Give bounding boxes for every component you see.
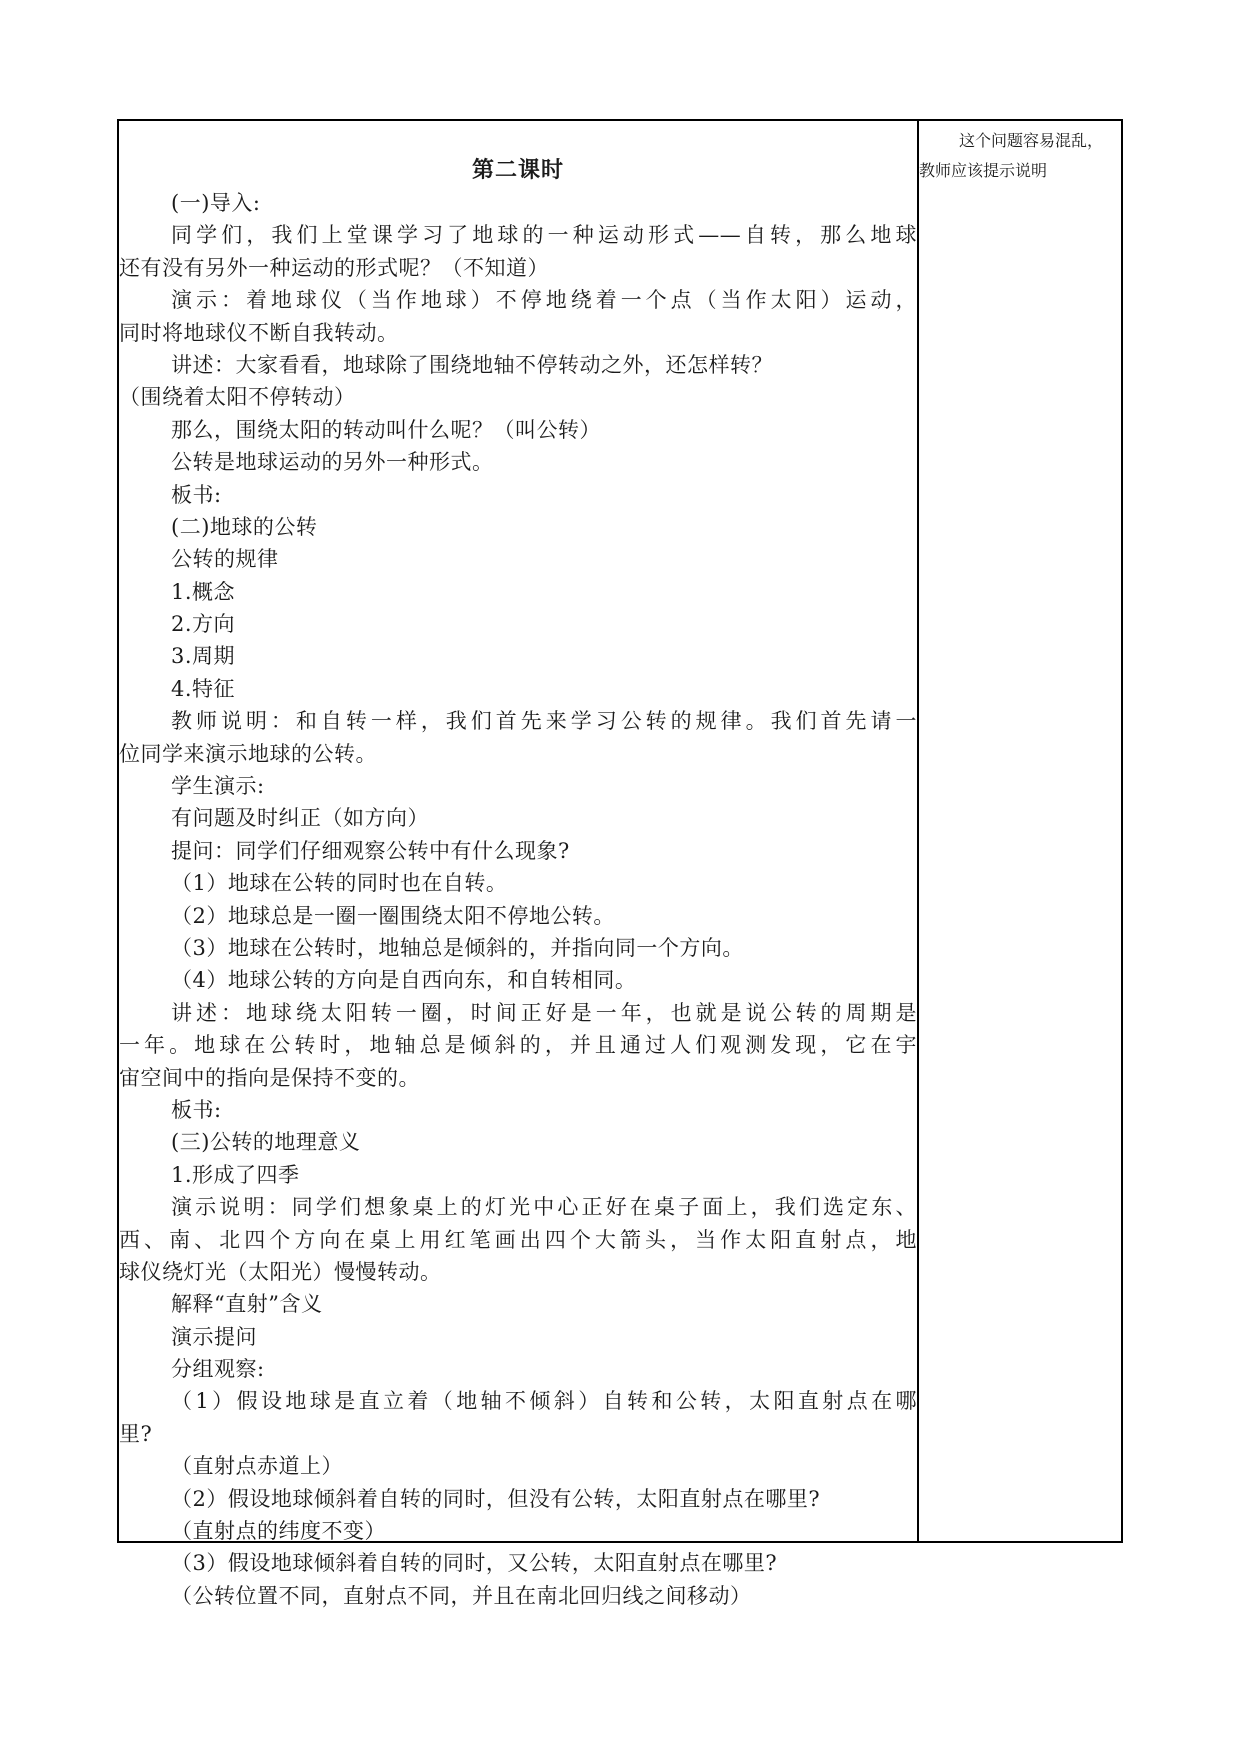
lesson-line: 讲述：地球绕太阳转一圈，时间正好是一年，也就是说公转的周期是 [171,1000,917,1025]
lesson-line: 一年。地球在公转时，地轴总是倾斜的，并且通过人们观测发现，它在宇 [119,1033,917,1058]
lesson-line: 西、南、北四个方向在桌上用红笔画出四个大箭头，当作太阳直射点，地 [119,1227,917,1252]
lesson-line: （3）假设地球倾斜着自转的同时，又公转，太阳直射点在哪里? [171,1551,778,1576]
lesson-line: 提问：同学们仔细观察公转中有什么现象? [171,838,570,863]
lesson-line: 有问题及时纠正（如方向） [171,806,429,831]
lesson-line: （直射点赤道上） [171,1454,343,1479]
lesson-plan-table [117,119,1123,1608]
lesson-line: (一)导入: [171,191,261,215]
teacher-notes-column [919,121,1121,1541]
lesson-line: （1）假设地球是直立着（地轴不倾斜）自转和公转，太阳直射点在哪 [171,1389,917,1414]
lesson-line: （围绕着太阳不停转动） [119,385,356,410]
lesson-body [119,187,917,1612]
lesson-line: 还有没有另外一种运动的形式呢？（不知道） [119,255,549,280]
lesson-content-column [119,121,919,1608]
lesson-line: 球仪绕灯光（太阳光）慢慢转动。 [119,1259,442,1284]
lesson-line: （直射点的纬度不变） [171,1519,386,1544]
lesson-line: 演示说明：同学们想象桌上的灯光中心正好在桌子面上，我们选定东、 [171,1195,917,1220]
lesson-line: 学生演示: [171,774,265,799]
lesson-line: 板书: [171,482,222,507]
side-note-line-2: 教师应该提示说明 [919,161,1048,180]
lesson-line: 2.方向 [171,612,236,637]
lesson-line: 讲述：大家看看，地球除了围绕地轴不停转动之外，还怎样转？ [171,352,773,377]
lesson-line: 解释“直射”含义 [171,1292,323,1317]
lesson-line: 1.形成了四季 [171,1162,300,1187]
lesson-line: 分组观察: [171,1357,265,1382]
lesson-line: (三)公转的地理意义 [171,1130,361,1155]
lesson-line: 3.周期 [171,644,236,669]
lesson-line: 演示：着地球仪（当作地球）不停地绕着一个点（当作太阳）运动， [171,288,917,313]
lesson-line: （2）地球总是一圈一圈围绕太阳不停地公转。 [171,903,615,928]
lesson-line: 演示提问 [171,1324,257,1349]
lesson-line: 位同学来演示地球的公转。 [119,741,377,766]
lesson-line: （1）地球在公转的同时也在自转。 [171,871,508,896]
lesson-line: 里? [119,1421,153,1446]
lesson-title: 第二课时 [471,158,564,183]
lesson-line: 宙空间中的指向是保持不变的。 [119,1065,420,1090]
side-note-line-1: 这个问题容易混乱， [959,131,1104,150]
lesson-line: 4.特征 [171,676,236,701]
lesson-line: 公转是地球运动的另外一种形式。 [171,450,494,475]
lesson-line: 1.概念 [171,579,236,604]
lesson-line: 公转的规律 [171,547,279,572]
lesson-line: (二)地球的公转 [171,514,318,539]
lesson-line: （3）地球在公转时，地轴总是倾斜的，并指向同一个方向。 [171,935,744,960]
lesson-line: 板书: [171,1097,222,1122]
lesson-line: （4）地球公转的方向是自西向东，和自转相同。 [171,968,637,993]
lesson-line: 同学们，我们上堂课学习了地球的一种运动形式——自转，那么地球 [171,223,917,248]
lesson-line: （公转位置不同，直射点不同，并且在南北回归线之间移动） [171,1583,752,1608]
lesson-line: （2）假设地球倾斜着自转的同时，但没有公转，太阳直射点在哪里? [171,1486,821,1511]
lesson-line: 教师说明：和自转一样，我们首先来学习公转的规律。我们首先请一 [171,709,917,734]
lesson-line: 同时将地球仪不断自我转动。 [119,320,399,345]
lesson-line: 那么，围绕太阳的转动叫什么呢？（叫公转） [171,417,601,442]
